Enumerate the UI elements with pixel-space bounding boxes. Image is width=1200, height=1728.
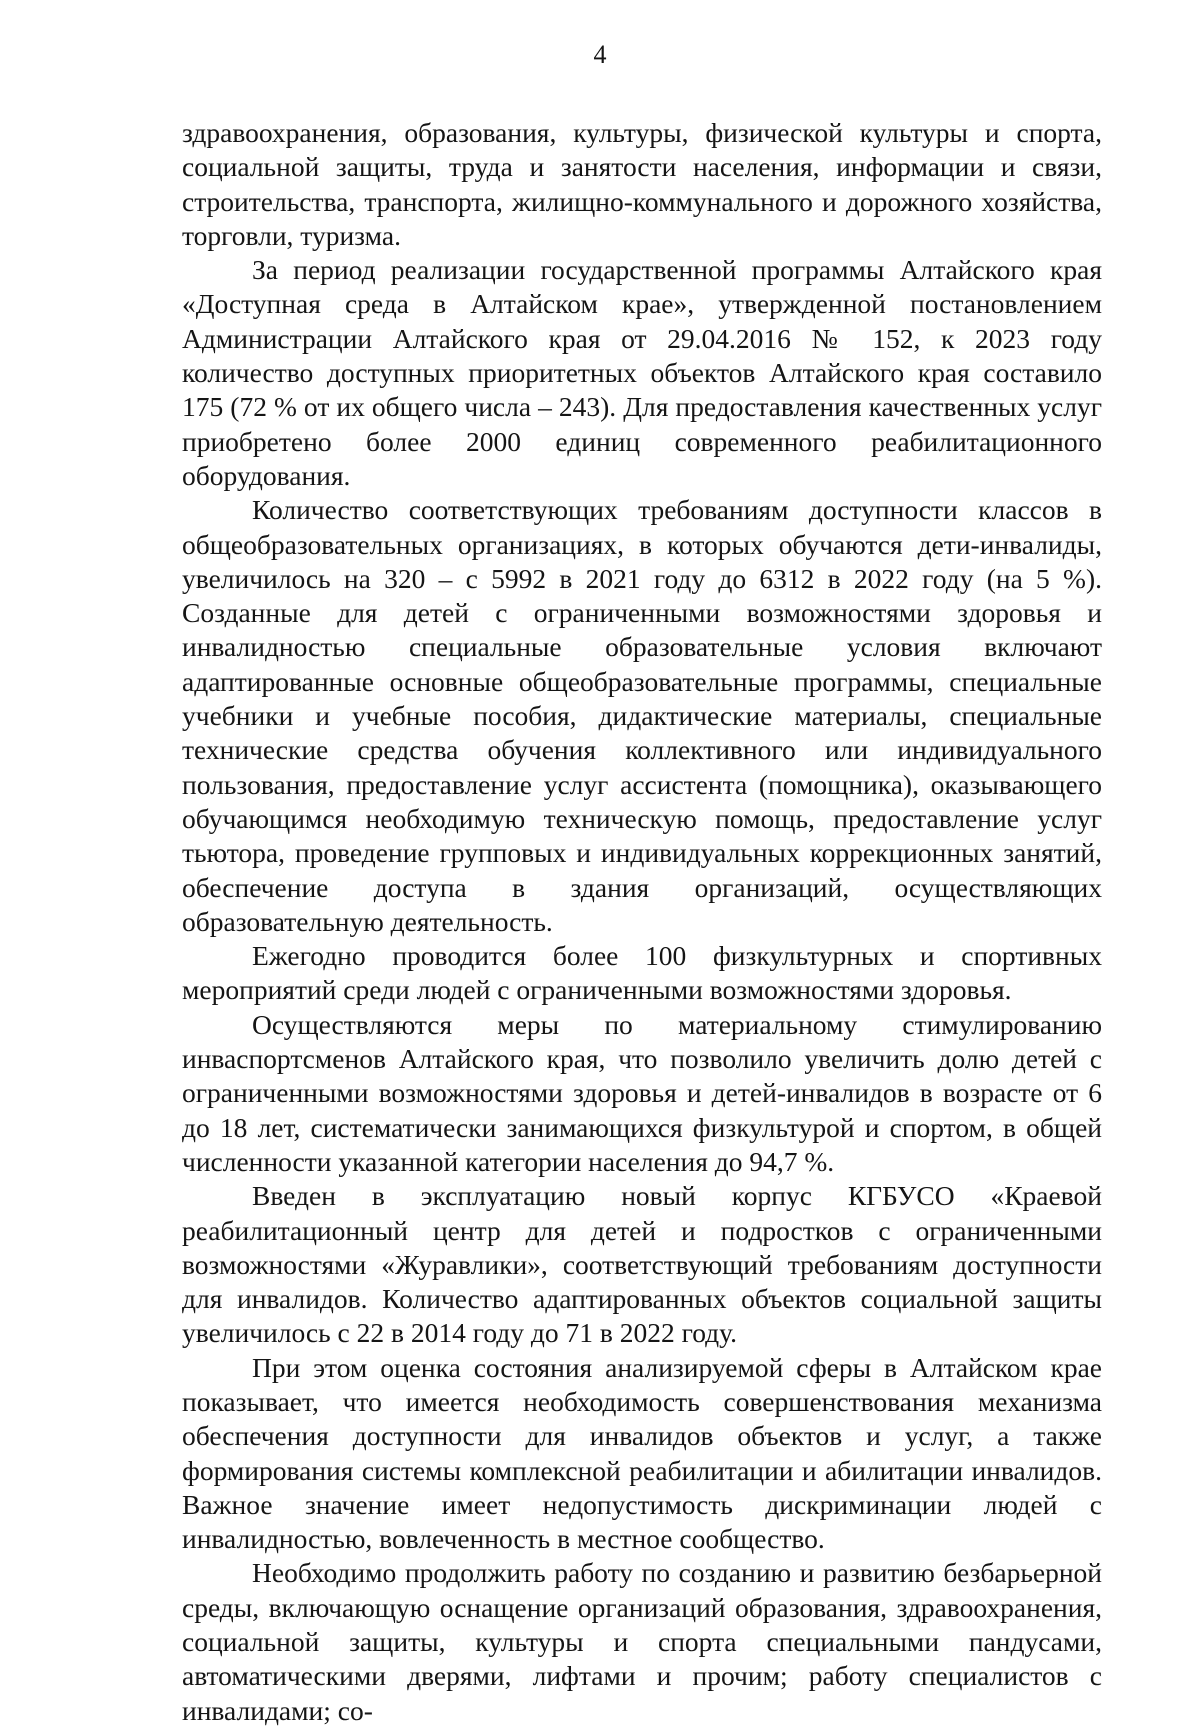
document-body xyxy=(182,116,1102,1728)
paragraph-6: Введен в эксплуатацию новый корпус КГБУСО «Краевой реабилитационный центр для детей и подростков с ограниченными возможностями «Журавлики», соответствующий требованиям доступности для инвалидов. Количество адаптированных объектов социальной защиты увеличилось с 22 в 2014 году до 71 в 2022 году. xyxy=(182,1180,1102,1349)
paragraph-4: Ежегодно проводится более 100 физкультурных и спортивных мероприятий среди людей с ограниченными возможностями здоровья. xyxy=(182,940,1102,1006)
paragraph-1: здравоохранения, образования, культуры, физической культуры и спорта, социальной защиты, труда и занятости населения, информации и связи, строительства, транспорта, жилищно-коммунального и дорожного хозяйства, торговли, туризма. xyxy=(182,117,1102,251)
paragraph-8: Необходимо продолжить работу по созданию и развитию безбарьерной среды, включающую оснащение организаций образования, здравоохранения, социальной защиты, культуры и спорта специальными пандусами, автоматическими дверями, лифтами и прочим; работу специалистов с инвалидами; со- xyxy=(182,1557,1102,1726)
paragraph-7: При этом оценка состояния анализируемой сферы в Алтайском крае показывает, что имеется необходимость совершенствования механизма обеспечения доступности для инвалидов объектов и услуг, а также формирования системы комплексной реабилитации и абилитации инвалидов. Важное значение имеет недопустимость дискриминации людей с инвалидностью, вовлеченность в местное сообщество. xyxy=(182,1351,1102,1555)
paragraph-3: Количество соответствующих требованиям доступности классов в общеобразовательных организациях, в которых обучаются дети-инвалиды, увеличилось на 320 – с 5992 в 2021 году до 6312 в 2022 году (на 5 %). Созданные для детей с ограниченными возможностями здоровья и инвалидностью специальные образовательные условия включают адаптированные основные общеобразовательные программы, специальные учебники и учебные пособия, дидактические материалы, специальные технические средства обучения коллективного или индивидуального пользования, предоставление услуг ассистента (помощника), оказывающего обучающимся необходимую техническую помощь, предоставление услуг тьютора, проведение групповых и индивидуальных коррекционных занятий, обеспечение доступа в здания организаций, осуществляющих образовательную деятельность. xyxy=(182,494,1102,937)
page-number: 4 xyxy=(593,40,607,69)
paragraph-2: За период реализации государственной программы Алтайского края «Доступная среда в Алтайском крае», утвержденной постановлением Администрации Алтайского края от 29.04.2016 № 152, к 2023 году количество доступных приоритетных объектов Алтайского края составило 175 (72 % от их общего числа – 243). Для предоставления качественных услуг приобретено более 2000 единиц современного реабилитационного оборудования. xyxy=(182,254,1102,491)
paragraph-5: Осуществляются меры по материальному стимулированию инваспортсменов Алтайского края, что позволило увеличить долю детей с ограниченными возможностями здоровья и детей-инвалидов в возрасте от 6 до 18 лет, систематически занимающихся физкультурой и спортом, в общей численности указанной категории населения до 94,7 %. xyxy=(182,1008,1102,1177)
